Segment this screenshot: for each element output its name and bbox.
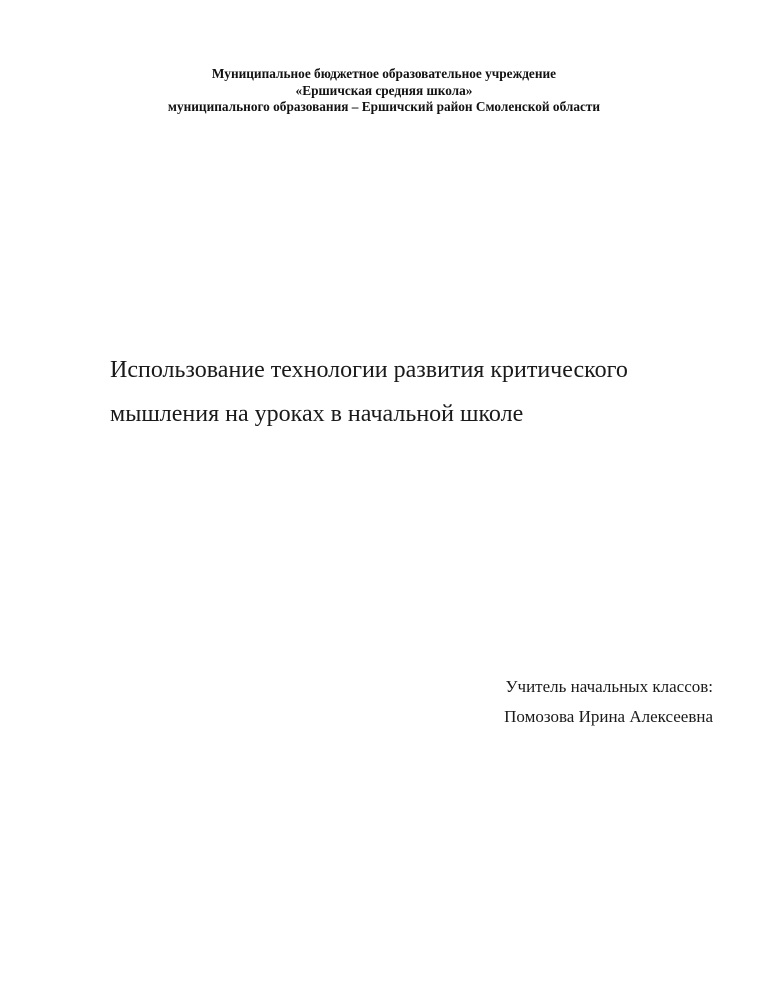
institution-line-3: муниципального образования – Ершичский район Смоленской области — [167, 99, 601, 114]
title-line-2: мышления на уроках в начальной школе — [110, 401, 524, 427]
institution-line-1: Муниципальное бюджетное образовательное учреждение — [211, 66, 557, 81]
institution-line-2: «Ершичская средняя школа» — [295, 82, 473, 98]
institution-header — [0, 66, 768, 116]
title-line-1: Использование технологии развития критического — [110, 357, 628, 383]
author-name: Помозова Ирина Алексеевна — [504, 707, 713, 726]
author-position: Учитель начальных классов: — [505, 677, 713, 696]
author-block — [420, 672, 713, 732]
document-title — [110, 348, 730, 436]
